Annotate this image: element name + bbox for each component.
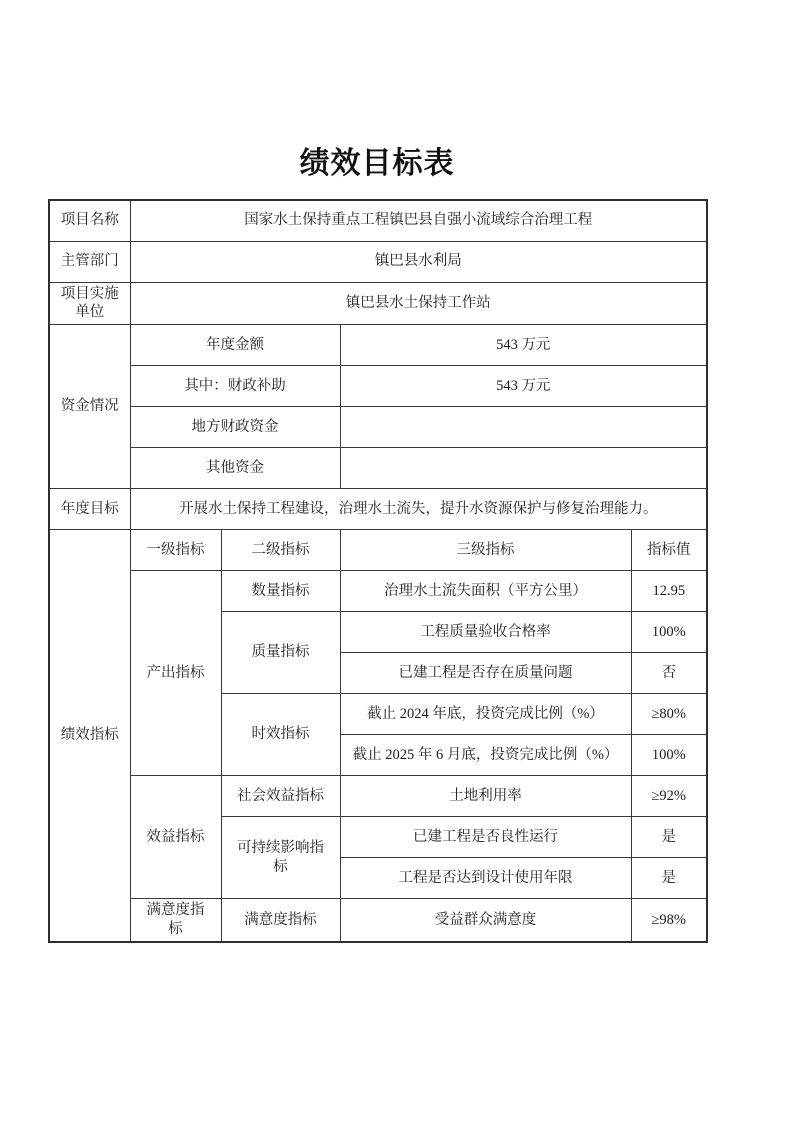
funding-section-label: 资金情况	[49, 325, 130, 489]
implementing-unit-label: 项目实施单位	[49, 282, 130, 325]
level3-indicator-name: 截止 2024 年底，投资完成比例（%）	[340, 694, 631, 735]
table-row	[49, 448, 707, 489]
level3-indicator-name: 工程质量验收合格率	[340, 612, 631, 653]
level3-indicator-name: 受益群众满意度	[340, 899, 631, 942]
header-indicator-value: 指标值	[631, 530, 707, 571]
annual-goal-value: 开展水土保持工程建设，治理水土流失，提升水资源保护与修复治理能力。	[130, 489, 707, 530]
table-row	[49, 530, 707, 571]
project-name-value: 国家水土保持重点工程镇巴县自强小流域综合治理工程	[130, 200, 707, 241]
annual-goal-label: 年度目标	[49, 489, 130, 530]
table-row	[49, 489, 707, 530]
level2-quantity-label: 数量指标	[221, 571, 340, 612]
level2-quality-label: 质量指标	[221, 612, 340, 694]
project-name-label: 项目名称	[49, 200, 130, 241]
level1-output-label: 产出指标	[130, 571, 221, 776]
level2-sustainable-impact-label: 可持续影响指标	[221, 817, 340, 899]
indicator-value: ≥80%	[631, 694, 707, 735]
indicator-value: 100%	[631, 735, 707, 776]
table-row	[49, 366, 707, 407]
header-level2: 二级指标	[221, 530, 340, 571]
page-title: 绩效目标表	[299, 147, 455, 180]
indicator-value: ≥98%	[631, 899, 707, 942]
level2-social-benefit-label: 社会效益指标	[221, 776, 340, 817]
indicator-value: 是	[631, 858, 707, 899]
funding-item-amount	[340, 448, 707, 489]
level3-indicator-name: 治理水土流失面积（平方公里）	[340, 571, 631, 612]
performance-target-table	[48, 199, 708, 943]
level1-benefit-label: 效益指标	[130, 776, 221, 899]
funding-item-amount: 543 万元	[340, 366, 707, 407]
indicator-value: ≥92%	[631, 776, 707, 817]
table-row	[49, 776, 707, 817]
table-row	[49, 407, 707, 448]
level3-indicator-name: 工程是否达到设计使用年限	[340, 858, 631, 899]
header-level3: 三级指标	[340, 530, 631, 571]
table-row	[49, 571, 707, 612]
funding-item-label: 其中：财政补助	[130, 366, 340, 407]
table-row	[49, 899, 707, 942]
funding-item-label: 年度金额	[130, 325, 340, 366]
table-row	[49, 325, 707, 366]
header-level1: 一级指标	[130, 530, 221, 571]
table-row	[49, 282, 707, 325]
document-body	[48, 0, 706, 943]
level2-timeliness-label: 时效指标	[221, 694, 340, 776]
level3-indicator-name: 已建工程是否存在质量问题	[340, 653, 631, 694]
funding-item-amount: 543 万元	[340, 325, 707, 366]
funding-item-label: 其他资金	[130, 448, 340, 489]
table-row	[49, 200, 707, 241]
indicator-value: 12.95	[631, 571, 707, 612]
level2-satisfaction-label: 满意度指标	[221, 899, 340, 942]
indicator-value: 否	[631, 653, 707, 694]
level3-indicator-name: 截止 2025 年 6 月底，投资完成比例（%）	[340, 735, 631, 776]
indicators-section-label: 绩效指标	[49, 530, 130, 942]
funding-item-amount	[340, 407, 707, 448]
table-row	[49, 241, 707, 282]
department-value: 镇巴县水利局	[130, 241, 707, 282]
implementing-unit-value: 镇巴县水土保持工作站	[130, 282, 707, 325]
level3-indicator-name: 已建工程是否良性运行	[340, 817, 631, 858]
funding-item-label: 地方财政资金	[130, 407, 340, 448]
level3-indicator-name: 土地利用率	[340, 776, 631, 817]
indicator-value: 是	[631, 817, 707, 858]
level1-satisfaction-label: 满意度指标	[130, 899, 221, 942]
indicator-value: 100%	[631, 612, 707, 653]
department-label: 主管部门	[49, 241, 130, 282]
